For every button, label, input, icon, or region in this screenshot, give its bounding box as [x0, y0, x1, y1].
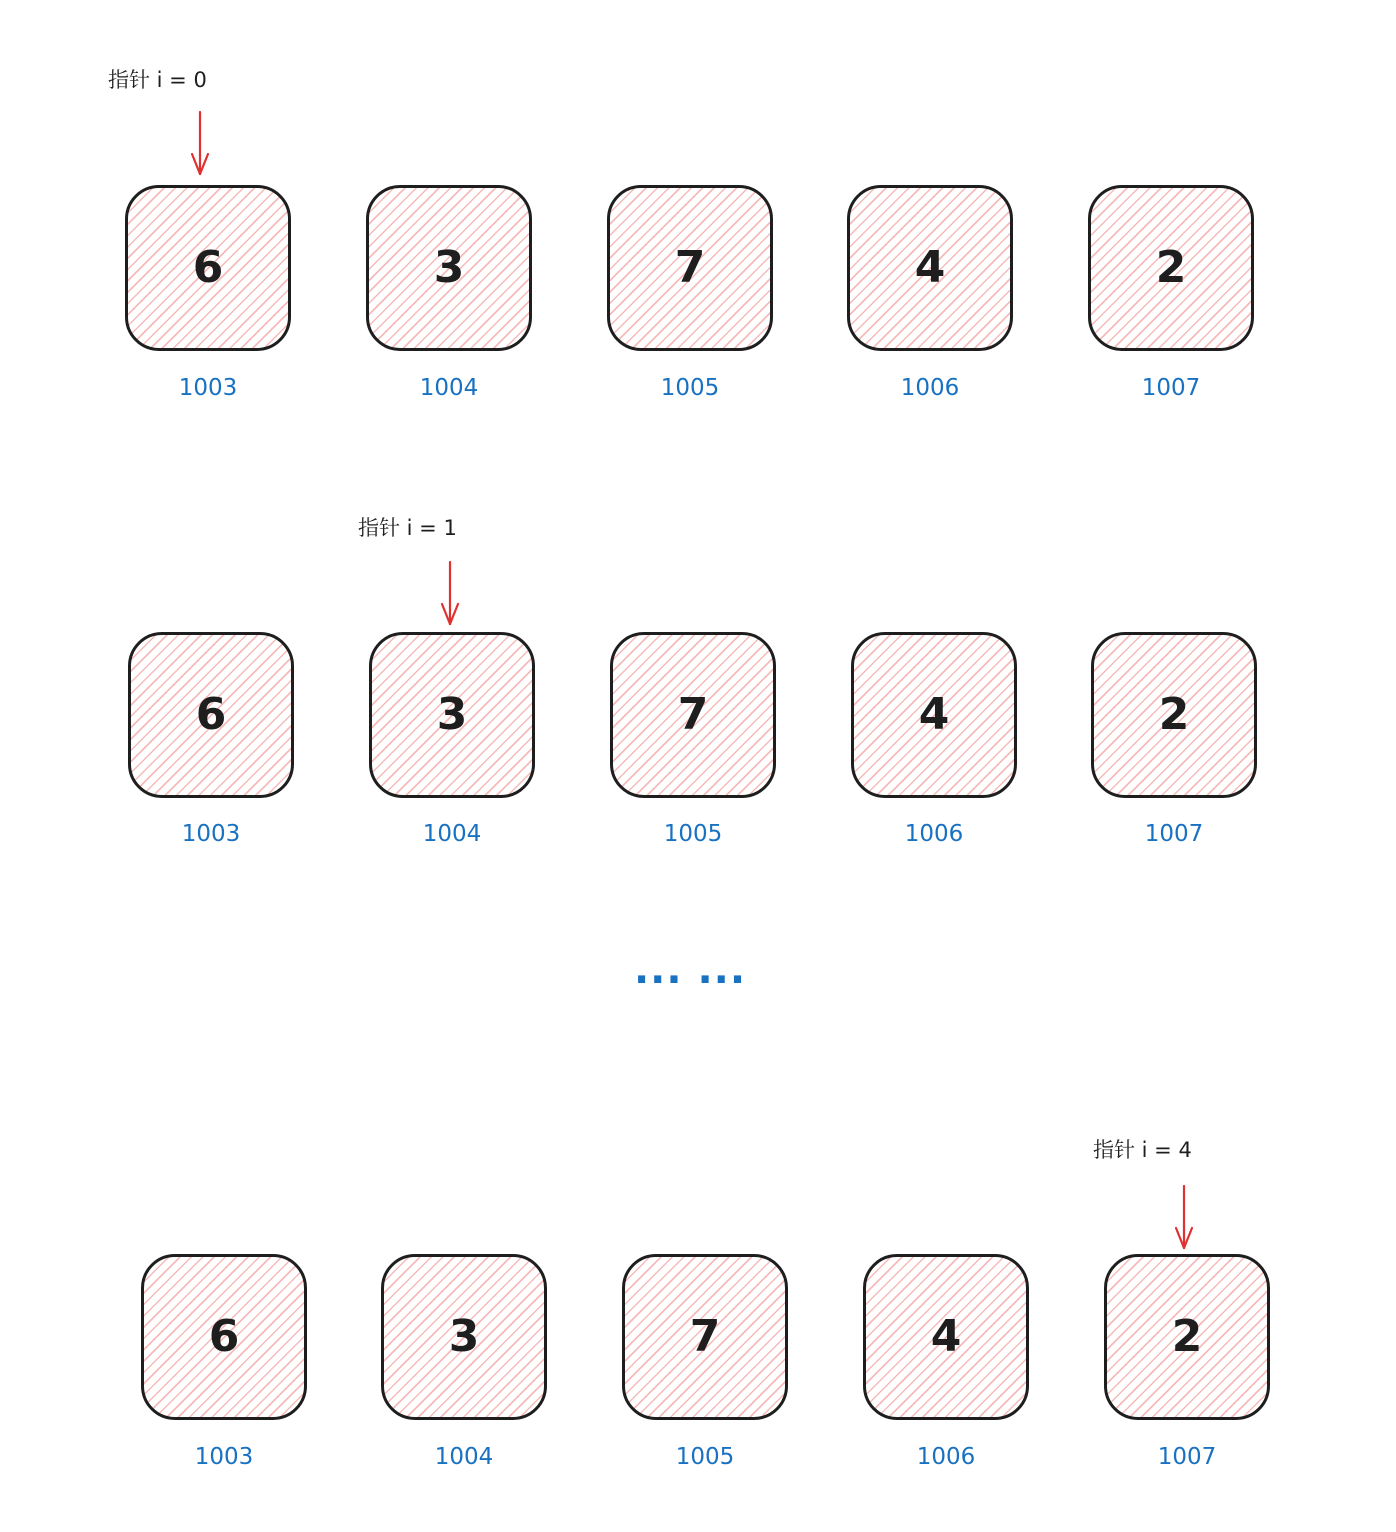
- cell-value: 4: [918, 689, 950, 740]
- pointer-arrow: [439, 562, 461, 628]
- array-cell: [610, 632, 776, 798]
- cell-value: 2: [1171, 1311, 1203, 1362]
- array-cell: [369, 632, 535, 798]
- cell-address: 1004: [419, 375, 479, 401]
- array-cell: [381, 1254, 547, 1420]
- cell-address: 1007: [1144, 821, 1204, 847]
- array-cell: [607, 185, 773, 351]
- array-cell: [128, 632, 294, 798]
- pointer-label: 指针 i = 1: [358, 516, 457, 540]
- pointer-arrow: [189, 112, 211, 178]
- cell-value: 3: [436, 689, 468, 740]
- cell-value: 3: [448, 1311, 480, 1362]
- cell-value: 7: [674, 242, 706, 293]
- cell-address: 1004: [434, 1444, 494, 1470]
- pointer-arrow: [1173, 1186, 1195, 1252]
- pointer-label: 指针 i = 0: [108, 68, 207, 92]
- cell-value: 6: [195, 689, 227, 740]
- cell-value: 2: [1155, 242, 1187, 293]
- cell-address: 1006: [900, 375, 960, 401]
- array-cell: [1104, 1254, 1270, 1420]
- array-cell: [1091, 632, 1257, 798]
- array-cell: [622, 1254, 788, 1420]
- cell-address: 1003: [178, 375, 238, 401]
- cell-value: 3: [433, 242, 465, 293]
- array-cell: [863, 1254, 1029, 1420]
- cell-address: 1003: [181, 821, 241, 847]
- cell-address: 1005: [675, 1444, 735, 1470]
- cell-address: 1005: [660, 375, 720, 401]
- array-cell: [141, 1254, 307, 1420]
- cell-address: 1003: [194, 1444, 254, 1470]
- cell-address: 1007: [1141, 375, 1201, 401]
- cell-value: 4: [930, 1311, 962, 1362]
- cell-value: 6: [208, 1311, 240, 1362]
- cell-address: 1006: [916, 1444, 976, 1470]
- array-cell: [851, 632, 1017, 798]
- cell-address: 1005: [663, 821, 723, 847]
- cell-value: 7: [689, 1311, 721, 1362]
- ellipsis: ... ...: [633, 947, 747, 993]
- cell-value: 4: [914, 242, 946, 293]
- cell-value: 7: [677, 689, 709, 740]
- cell-address: 1007: [1157, 1444, 1217, 1470]
- array-cell: [125, 185, 291, 351]
- pointer-label: 指针 i = 4: [1093, 1138, 1192, 1162]
- cell-address: 1004: [422, 821, 482, 847]
- array-cell: [847, 185, 1013, 351]
- cell-value: 2: [1158, 689, 1190, 740]
- cell-address: 1006: [904, 821, 964, 847]
- array-cell: [1088, 185, 1254, 351]
- cell-value: 6: [192, 242, 224, 293]
- array-cell: [366, 185, 532, 351]
